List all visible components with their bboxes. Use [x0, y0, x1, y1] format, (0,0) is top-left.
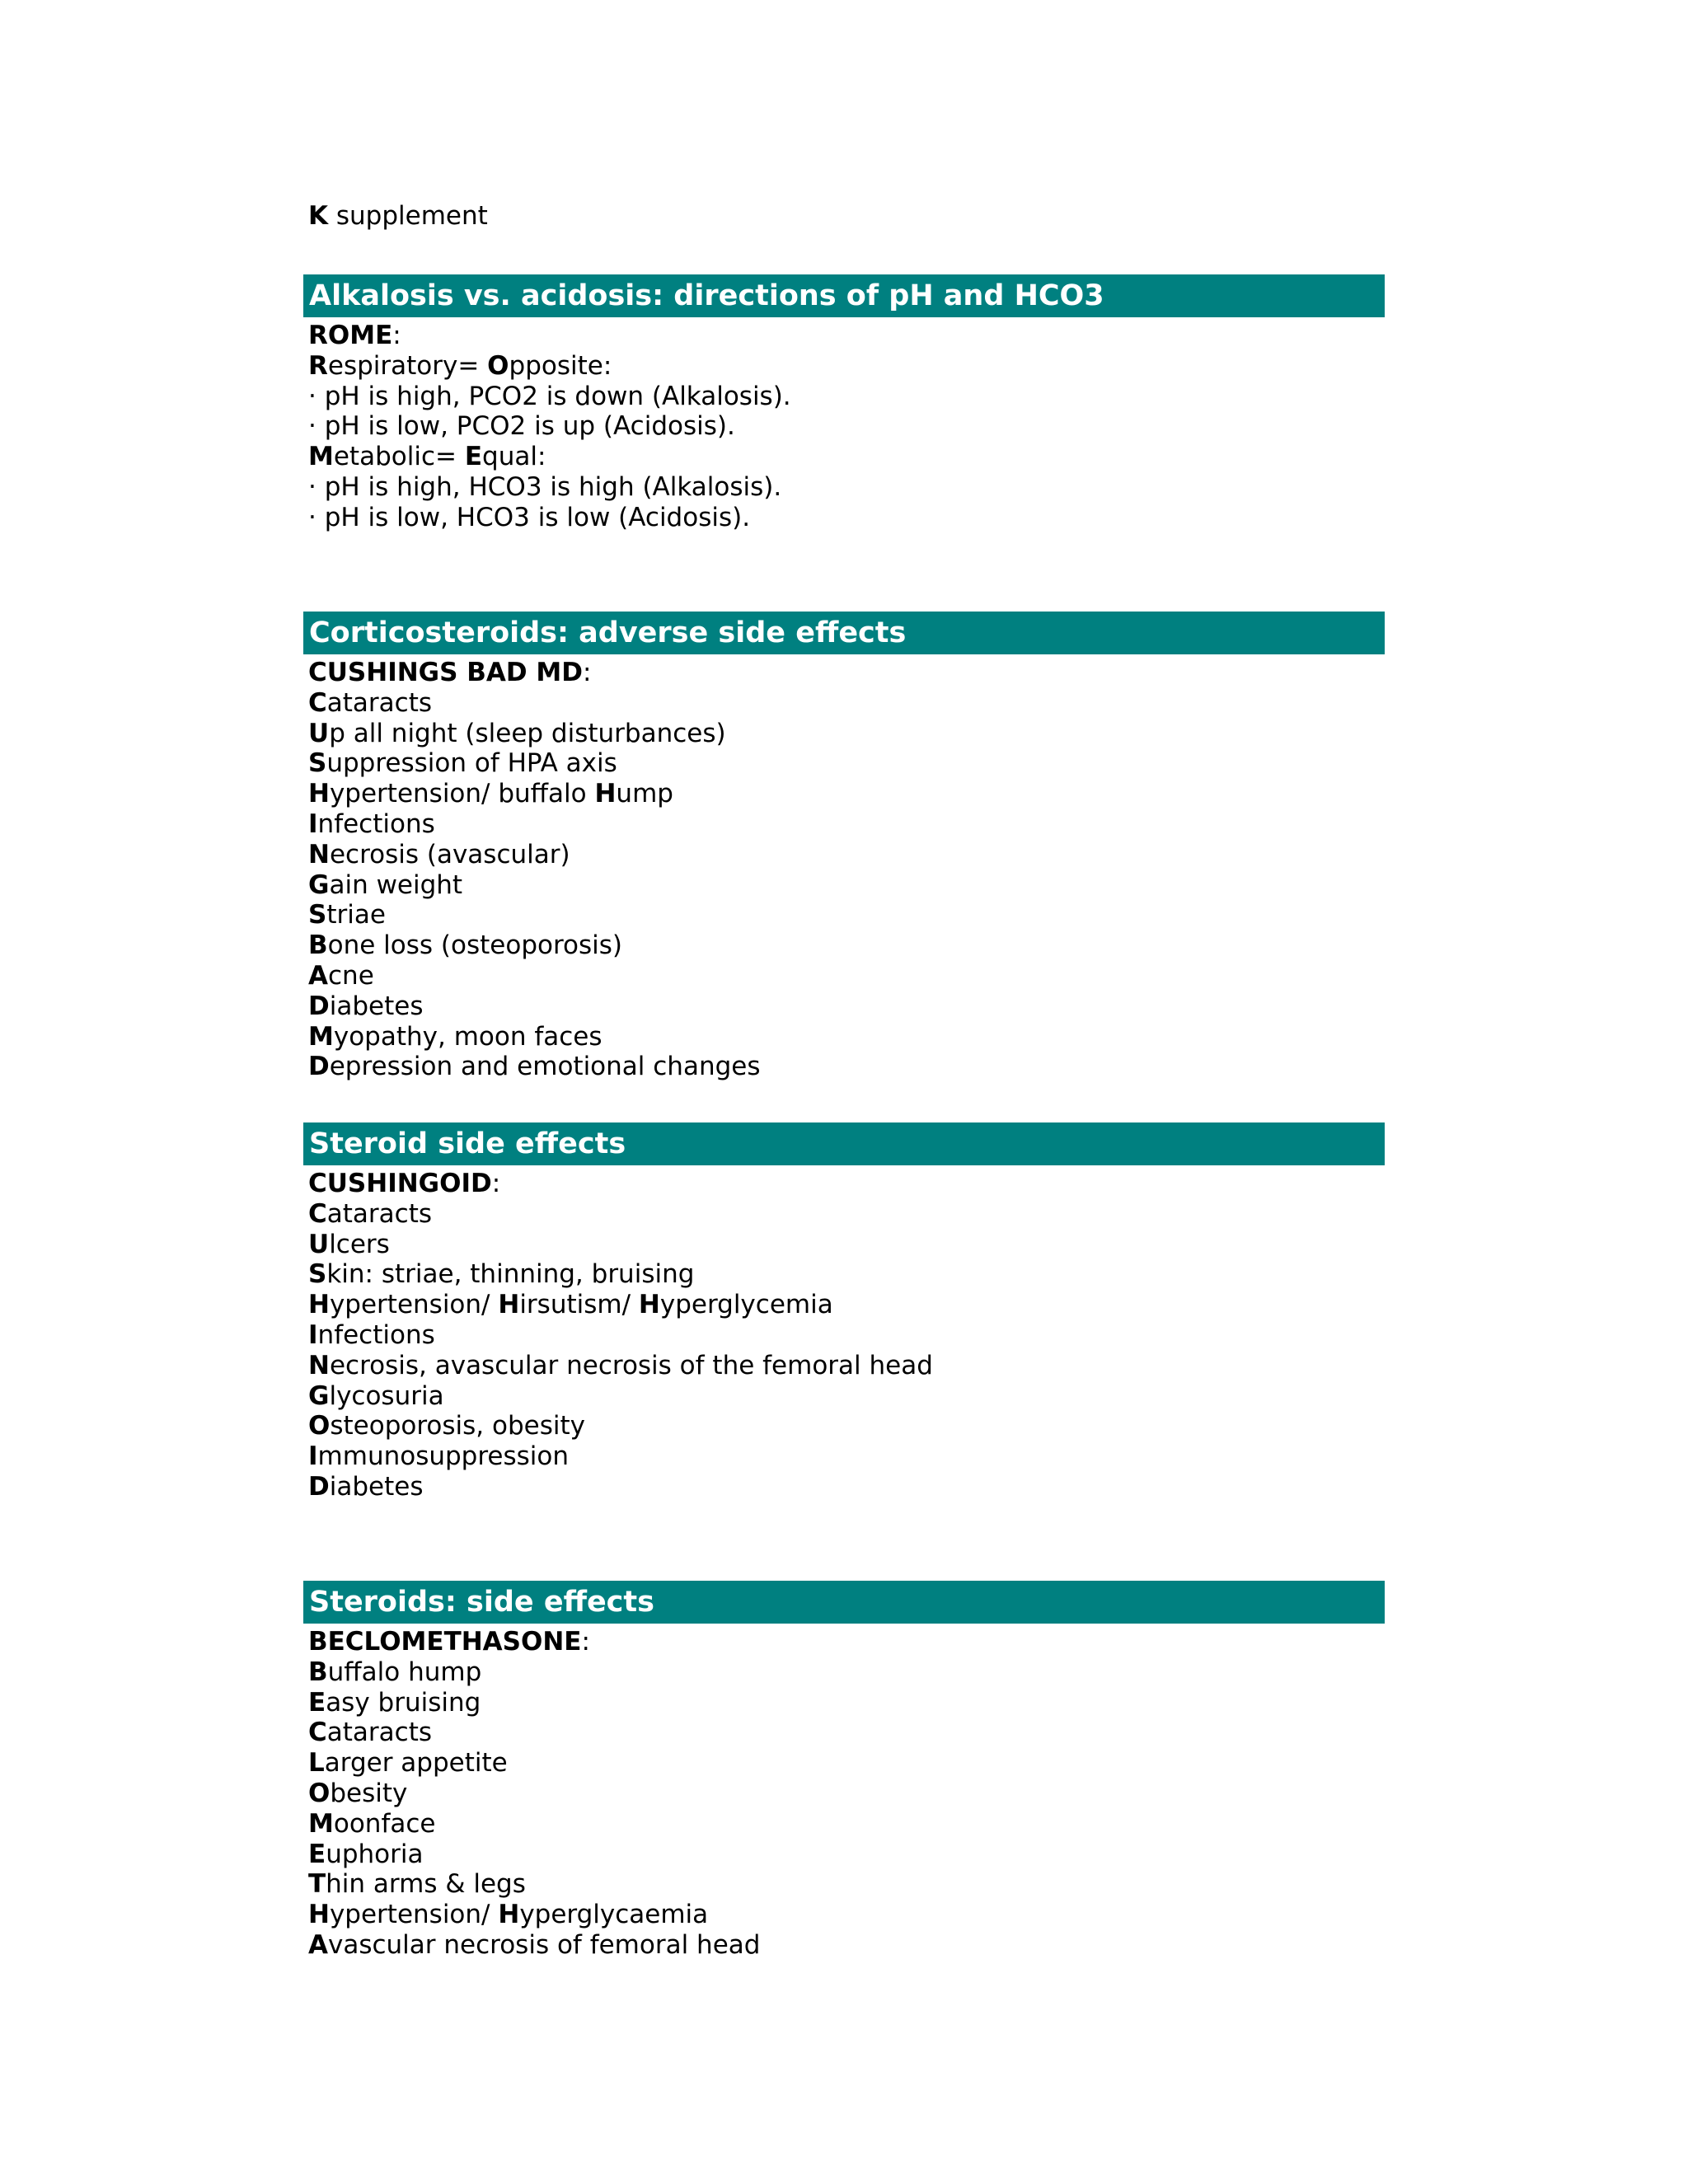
mnemonic-line	[308, 1441, 1385, 1472]
line-text: · pH is high, PCO2 is down (Alkalosis).	[308, 381, 791, 411]
section-header: Steroid side effects	[303, 1122, 1385, 1165]
bold-text: O	[308, 1778, 331, 1808]
line-text: lycosuria	[329, 1380, 444, 1411]
mnemonic-line	[308, 1840, 1385, 1870]
line-text: vascular necrosis of femoral head	[328, 1929, 761, 1960]
mnemonic-line	[308, 1320, 1385, 1351]
line-text: steoporosis, obesity	[330, 1411, 585, 1441]
section-alkalosis-acidosis	[303, 274, 1385, 533]
mnemonic-line	[308, 1472, 1385, 1502]
bold-text: H	[498, 1900, 520, 1930]
line-text: besity	[330, 1778, 408, 1808]
bold-text: M	[308, 1808, 334, 1839]
bold-text: S	[308, 900, 327, 930]
bold-text: H	[308, 1290, 330, 1320]
line-text: uppression of HPA axis	[326, 748, 617, 779]
line-text: uffalo hump	[327, 1657, 482, 1687]
bold-text: L	[308, 1748, 325, 1779]
bold-text: H	[638, 1290, 660, 1320]
line-text: :	[582, 658, 592, 687]
bold-text: G	[308, 869, 330, 900]
mnemonic-line	[308, 870, 1385, 901]
bold-text: U	[308, 718, 330, 748]
bold-text: D	[308, 1052, 330, 1082]
bold-text: G	[308, 1380, 330, 1411]
top-line	[308, 201, 488, 232]
bold-text: N	[308, 1350, 330, 1380]
bold-text: M	[308, 1021, 334, 1052]
mnemonic-line	[308, 1230, 1385, 1260]
section-header: Corticosteroids: adverse side effects	[303, 612, 1385, 654]
line-text: ataracts	[326, 1718, 433, 1748]
mnemonic-line	[308, 748, 1385, 779]
mnemonic-line	[308, 1411, 1385, 1441]
line-text: yopathy, moon faces	[333, 1021, 603, 1052]
bold-text: S	[308, 748, 327, 779]
bold-text: H	[498, 1290, 520, 1320]
mnemonic-heading	[308, 1169, 1385, 1199]
mnemonic-heading	[308, 1627, 1385, 1657]
mnemonic-line	[308, 1869, 1385, 1900]
line-text: lcers	[329, 1229, 390, 1259]
line-text: · pH is high, HCO3 is high (Alkalosis).	[308, 471, 782, 502]
mnemonic-line	[308, 991, 1385, 1022]
mnemonic-line	[308, 1809, 1385, 1840]
bold-text: A	[308, 1929, 328, 1960]
line-text: ataracts	[326, 687, 433, 718]
mnemonic-line	[308, 1022, 1385, 1052]
line-text: qual:	[482, 442, 546, 472]
mnemonic-line	[308, 840, 1385, 870]
line-text: hin arms & legs	[326, 1869, 526, 1900]
line-text: nfections	[317, 808, 435, 839]
mnemonic-line	[308, 442, 1385, 472]
section-body	[303, 317, 1385, 533]
line-text: yperglycemia	[659, 1290, 833, 1320]
bold-text: U	[308, 1229, 330, 1259]
line-text: ecrosis, avascular necrosis of the femoral head	[329, 1350, 933, 1380]
line-text: :	[491, 1169, 501, 1198]
mnemonic-line	[308, 1688, 1385, 1718]
section-corticosteroids	[303, 612, 1385, 1082]
line-text: ain weight	[329, 869, 463, 900]
mnemonic-line	[308, 472, 1385, 503]
mnemonic-line	[308, 930, 1385, 961]
mnemonic-line	[308, 1657, 1385, 1688]
bold-text: E	[308, 1687, 326, 1718]
bold-text: C	[308, 1718, 327, 1748]
bold-text: R	[308, 350, 328, 381]
mnemonic-line	[308, 1381, 1385, 1412]
bold-text: M	[308, 442, 334, 472]
mnemonic-line	[308, 503, 1385, 533]
line-text: nfections	[317, 1319, 435, 1350]
line-text: oonface	[333, 1808, 436, 1839]
top-line-text: supplement	[328, 201, 488, 231]
bold-text: D	[308, 991, 330, 1021]
line-text: · pH is low, HCO3 is low (Acidosis).	[308, 502, 751, 532]
mnemonic-line	[308, 1718, 1385, 1748]
mnemonic-line	[308, 351, 1385, 382]
bold-text: CUSHINGS BAD MD	[308, 658, 583, 687]
line-text: iabetes	[329, 1471, 424, 1502]
mnemonic-line	[308, 1290, 1385, 1320]
section-steroids-side-effects	[303, 1581, 1385, 1961]
line-text: ump	[616, 779, 673, 809]
line-text: ypertension/	[329, 1900, 499, 1930]
mnemonic-line	[308, 1259, 1385, 1290]
line-text: :	[392, 321, 401, 350]
bold-text: H	[308, 779, 330, 809]
mnemonic-line	[308, 900, 1385, 930]
line-text: p all night (sleep disturbances)	[329, 718, 726, 748]
bold-text: O	[487, 350, 509, 381]
bold-text: H	[594, 779, 617, 809]
line-text: one loss (osteoporosis)	[327, 930, 623, 961]
mnemonic-line	[308, 382, 1385, 412]
line-text: epression and emotional changes	[329, 1052, 761, 1082]
bold-text: E	[308, 1839, 326, 1869]
section-body	[303, 1624, 1385, 1961]
bold-text: ROME	[308, 321, 393, 350]
line-text: · pH is low, PCO2 is up (Acidosis).	[308, 411, 735, 442]
bold-text: B	[308, 930, 328, 961]
top-line-bold: K	[308, 201, 329, 231]
mnemonic-heading	[308, 321, 1385, 351]
bold-text: A	[308, 960, 328, 991]
mnemonic-line	[308, 411, 1385, 442]
bold-text: O	[308, 1411, 331, 1441]
section-steroid-side-effects	[303, 1122, 1385, 1502]
mnemonic-line	[308, 1748, 1385, 1779]
bold-text: I	[308, 1319, 318, 1350]
bold-text: E	[464, 442, 483, 472]
line-text: arger appetite	[324, 1748, 508, 1779]
bold-text: C	[308, 687, 327, 718]
section-header: Alkalosis vs. acidosis: directions of pH and HCO3	[303, 274, 1385, 317]
bold-text: N	[308, 839, 330, 869]
line-text: etabolic=	[333, 442, 465, 472]
line-text: ataracts	[326, 1198, 433, 1229]
bold-text: C	[308, 1198, 327, 1229]
line-text: iabetes	[329, 991, 424, 1021]
line-text: cne	[328, 960, 374, 991]
bold-text: BECLOMETHASONE	[308, 1627, 582, 1657]
line-text: asy bruising	[326, 1687, 481, 1718]
mnemonic-line	[308, 1930, 1385, 1961]
section-header: Steroids: side effects	[303, 1581, 1385, 1624]
bold-text: D	[308, 1471, 330, 1502]
mnemonic-line	[308, 719, 1385, 749]
line-text: espiratory=	[327, 350, 488, 381]
mnemonic-line	[308, 1779, 1385, 1809]
mnemonic-line	[308, 1052, 1385, 1082]
bold-text: S	[308, 1259, 327, 1290]
mnemonic-line	[308, 779, 1385, 809]
line-text: uphoria	[326, 1839, 424, 1869]
section-body	[303, 654, 1385, 1082]
bold-text: H	[308, 1900, 330, 1930]
line-text: pposite:	[509, 350, 612, 381]
bold-text: T	[308, 1869, 326, 1900]
mnemonic-line	[308, 961, 1385, 991]
section-body	[303, 1165, 1385, 1502]
line-text: ecrosis (avascular)	[329, 839, 570, 869]
line-text: mmunosuppression	[317, 1441, 570, 1472]
line-text: triae	[326, 900, 386, 930]
line-text: irsutism/	[519, 1290, 639, 1320]
line-text: :	[581, 1627, 590, 1657]
bold-text: B	[308, 1657, 328, 1687]
mnemonic-line	[308, 1351, 1385, 1381]
mnemonic-line	[308, 1199, 1385, 1230]
bold-text: I	[308, 1441, 318, 1472]
line-text: yperglycaemia	[519, 1900, 709, 1930]
line-text: kin: striae, thinning, bruising	[326, 1259, 695, 1290]
mnemonic-heading	[308, 658, 1385, 688]
line-text: ypertension/	[329, 1290, 499, 1320]
line-text: ypertension/ buffalo	[329, 779, 595, 809]
mnemonic-line	[308, 1900, 1385, 1930]
mnemonic-line	[308, 688, 1385, 719]
bold-text: I	[308, 808, 318, 839]
bold-text: CUSHINGOID	[308, 1169, 492, 1198]
mnemonic-line	[308, 809, 1385, 840]
